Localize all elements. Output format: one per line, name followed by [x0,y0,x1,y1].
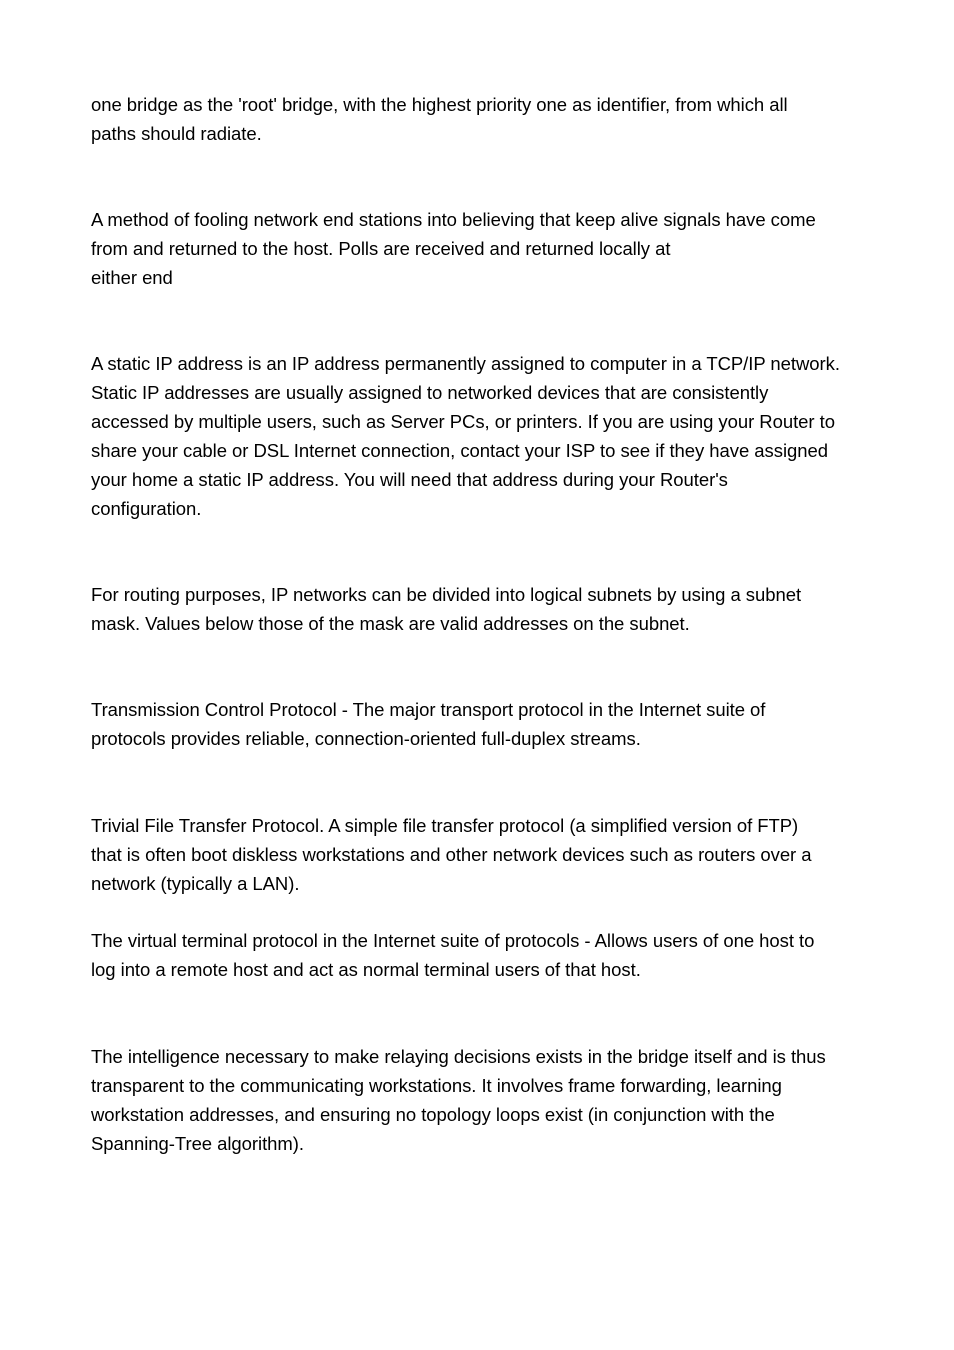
text-line: that is often boot diskless workstations and other network devices such as routers over a [91,843,812,865]
paragraph-root-bridge [91,91,881,149]
text-line: network (typically a LAN). [91,872,300,894]
paragraph-transparent-bridging [91,1043,881,1159]
text-line: Static IP addresses are usually assigned to networked devices that are consistently [91,381,769,403]
text-line: log into a remote host and act as normal terminal users of that host. [91,958,641,980]
text-line: either end [91,266,173,288]
text-line: A static IP address is an IP address permanently assigned to computer in a TCP/IP network. [91,353,840,374]
text-line: A method of fooling network end stations into believing that keep alive signals have come [91,209,816,230]
paragraph-static-ip [91,350,881,523]
text-line: Transmission Control Protocol - The major transport protocol in the Internet suite of [91,699,766,720]
paragraph-tftp [91,812,881,899]
text-line: one bridge as the 'root' bridge, with the highest priority one as identifier, from which all [91,94,788,115]
paragraph-tcp [91,696,881,754]
text-line: from and returned to the host. Polls are received and returned locally at [91,237,671,259]
paragraph-telnet [91,927,881,985]
text-line: transparent to the communicating workstations. It involves frame forwarding, learning [91,1074,782,1096]
text-line: Trivial File Transfer Protocol. A simple file transfer protocol (a simplified version of FTP) [91,815,799,836]
text-line: paths should radiate. [91,122,262,144]
text-line: mask. Values below those of the mask are valid addresses on the subnet. [91,612,690,634]
text-line: accessed by multiple users, such as Server PCs, or printers. If you are using your Router to [91,410,835,432]
text-line: workstation addresses, and ensuring no topology loops exist (in conjunction with the [91,1103,775,1125]
text-line: For routing purposes, IP networks can be divided into logical subnets by using a subnet [91,584,802,605]
text-line: The intelligence necessary to make relaying decisions exists in the bridge itself and is thus [91,1046,826,1067]
text-line: protocols provides reliable, connection-oriented full-duplex streams. [91,727,641,749]
text-line: Spanning-Tree algorithm). [91,1132,304,1154]
paragraph-subnet-mask [91,581,881,639]
paragraph-spoofing [91,206,881,293]
text-line: configuration. [91,497,202,519]
text-line: share your cable or DSL Internet connection, contact your ISP to see if they have assigned [91,439,828,461]
text-line: your home a static IP address. You will need that address during your Router's [91,468,728,490]
text-line: The virtual terminal protocol in the Internet suite of protocols - Allows users of one host to [91,930,815,951]
